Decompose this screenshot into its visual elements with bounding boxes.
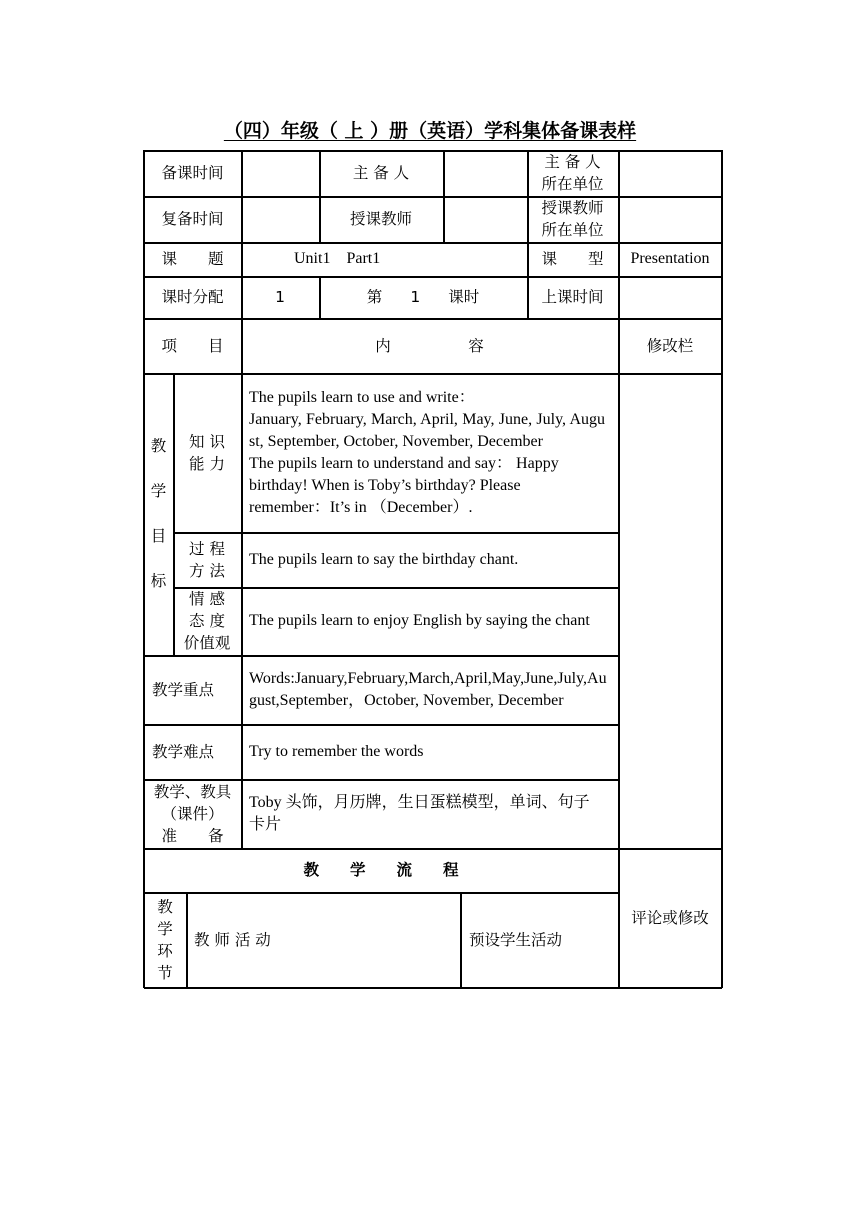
main-unit-label: 主 备 人 所在单位 xyxy=(541,153,604,193)
type-label: 课 型 xyxy=(541,250,604,268)
prep-time-label: 备课时间 xyxy=(161,164,224,182)
teacher-unit-value[interactable] xyxy=(618,196,722,242)
row-divider xyxy=(173,587,618,589)
materials-text: Toby 头饰，月历牌，生日蛋糕模型，单词、句子卡片 xyxy=(249,793,590,833)
main-preparer-label: 主 备 人 xyxy=(352,164,410,182)
teacher-label: 授课教师 xyxy=(349,210,412,228)
col-divider xyxy=(186,892,188,988)
type-value[interactable]: Presentation xyxy=(630,250,710,267)
col-divider xyxy=(527,150,529,318)
teacher-unit-label: 授课教师 所在单位 xyxy=(541,199,604,239)
prep-time-value[interactable] xyxy=(241,150,319,196)
col-divider xyxy=(443,150,445,242)
col-divider xyxy=(319,276,321,318)
knowledge-label: 知 识 能 力 xyxy=(189,432,225,473)
key-points-label: 教学重点 xyxy=(152,680,215,699)
main-unit-value[interactable] xyxy=(618,150,722,196)
key-points-text: Words:January,February,March,April,May,June,July,August,September，October, November, December xyxy=(249,669,607,709)
page-title: （四）年级（ 上 ）册（英语）学科集体备课表样 xyxy=(223,120,637,142)
col-divider xyxy=(618,150,620,988)
row-divider xyxy=(144,724,618,726)
col-divider xyxy=(173,373,175,655)
row-divider xyxy=(144,196,722,198)
class-time-value[interactable] xyxy=(618,276,722,318)
process-label: 过 程 方 法 xyxy=(189,539,225,580)
row-divider xyxy=(144,276,722,278)
row-divider xyxy=(144,373,722,375)
row-divider xyxy=(144,655,618,657)
difficulties-text: Try to remember the words xyxy=(249,742,424,760)
row-divider xyxy=(144,242,722,244)
review-time-label: 复备时间 xyxy=(161,210,224,228)
process-title: 教 学 流 程 xyxy=(303,861,459,879)
revision-header: 修改栏 xyxy=(646,336,694,355)
col-divider xyxy=(241,150,243,848)
teacher-activity-label: 教 师 活 动 xyxy=(194,931,271,949)
materials-label: 教学、教具 （课件） 准 备 xyxy=(153,782,232,845)
emotion-label: 情 感 态 度 价值观 xyxy=(183,590,231,652)
teacher-value[interactable] xyxy=(443,196,527,242)
topic-value[interactable]: Unit1 Part1 xyxy=(294,250,381,267)
student-activity-label: 预设学生活动 xyxy=(469,931,563,949)
main-preparer-value[interactable] xyxy=(443,150,527,196)
row-divider xyxy=(144,318,722,320)
knowledge-text: The pupils learn to use and write： January, February, March, April, May, June, July, August, September, October, November, December The pupils learn to understand and say： Happy birthday! When is Toby’s birthday? Please remember：It’s in （December）. xyxy=(249,388,605,516)
period-value[interactable]: 1 xyxy=(275,288,285,306)
col-divider xyxy=(319,150,321,242)
table-border-left xyxy=(143,150,145,988)
nth-period: 第 1 课时 xyxy=(366,288,480,306)
topic-label: 课 题 xyxy=(161,250,224,268)
objectives-group-label: 教 学 目 标 xyxy=(150,437,167,590)
row-divider xyxy=(144,848,722,850)
table-border-right xyxy=(721,150,723,988)
row-divider xyxy=(144,779,618,781)
stage-label: 教 学 环 节 xyxy=(157,898,173,982)
row-divider xyxy=(144,892,618,894)
col-divider xyxy=(460,892,462,988)
table-border-bottom xyxy=(144,987,722,989)
class-time-label: 上课时间 xyxy=(541,288,604,306)
content-header: 内 容 xyxy=(375,336,484,355)
comments-label: 评论或修改 xyxy=(631,909,709,927)
table-border-top xyxy=(144,150,722,152)
review-time-value[interactable] xyxy=(241,196,319,242)
process-text: The pupils learn to say the birthday chant. xyxy=(249,550,519,568)
row-divider xyxy=(173,532,618,534)
item-header: 项 目 xyxy=(161,336,224,355)
difficulties-label: 教学难点 xyxy=(152,742,215,761)
emotion-text: The pupils learn to enjoy English by saying the chant xyxy=(249,612,590,629)
period-label: 课时分配 xyxy=(161,288,224,306)
